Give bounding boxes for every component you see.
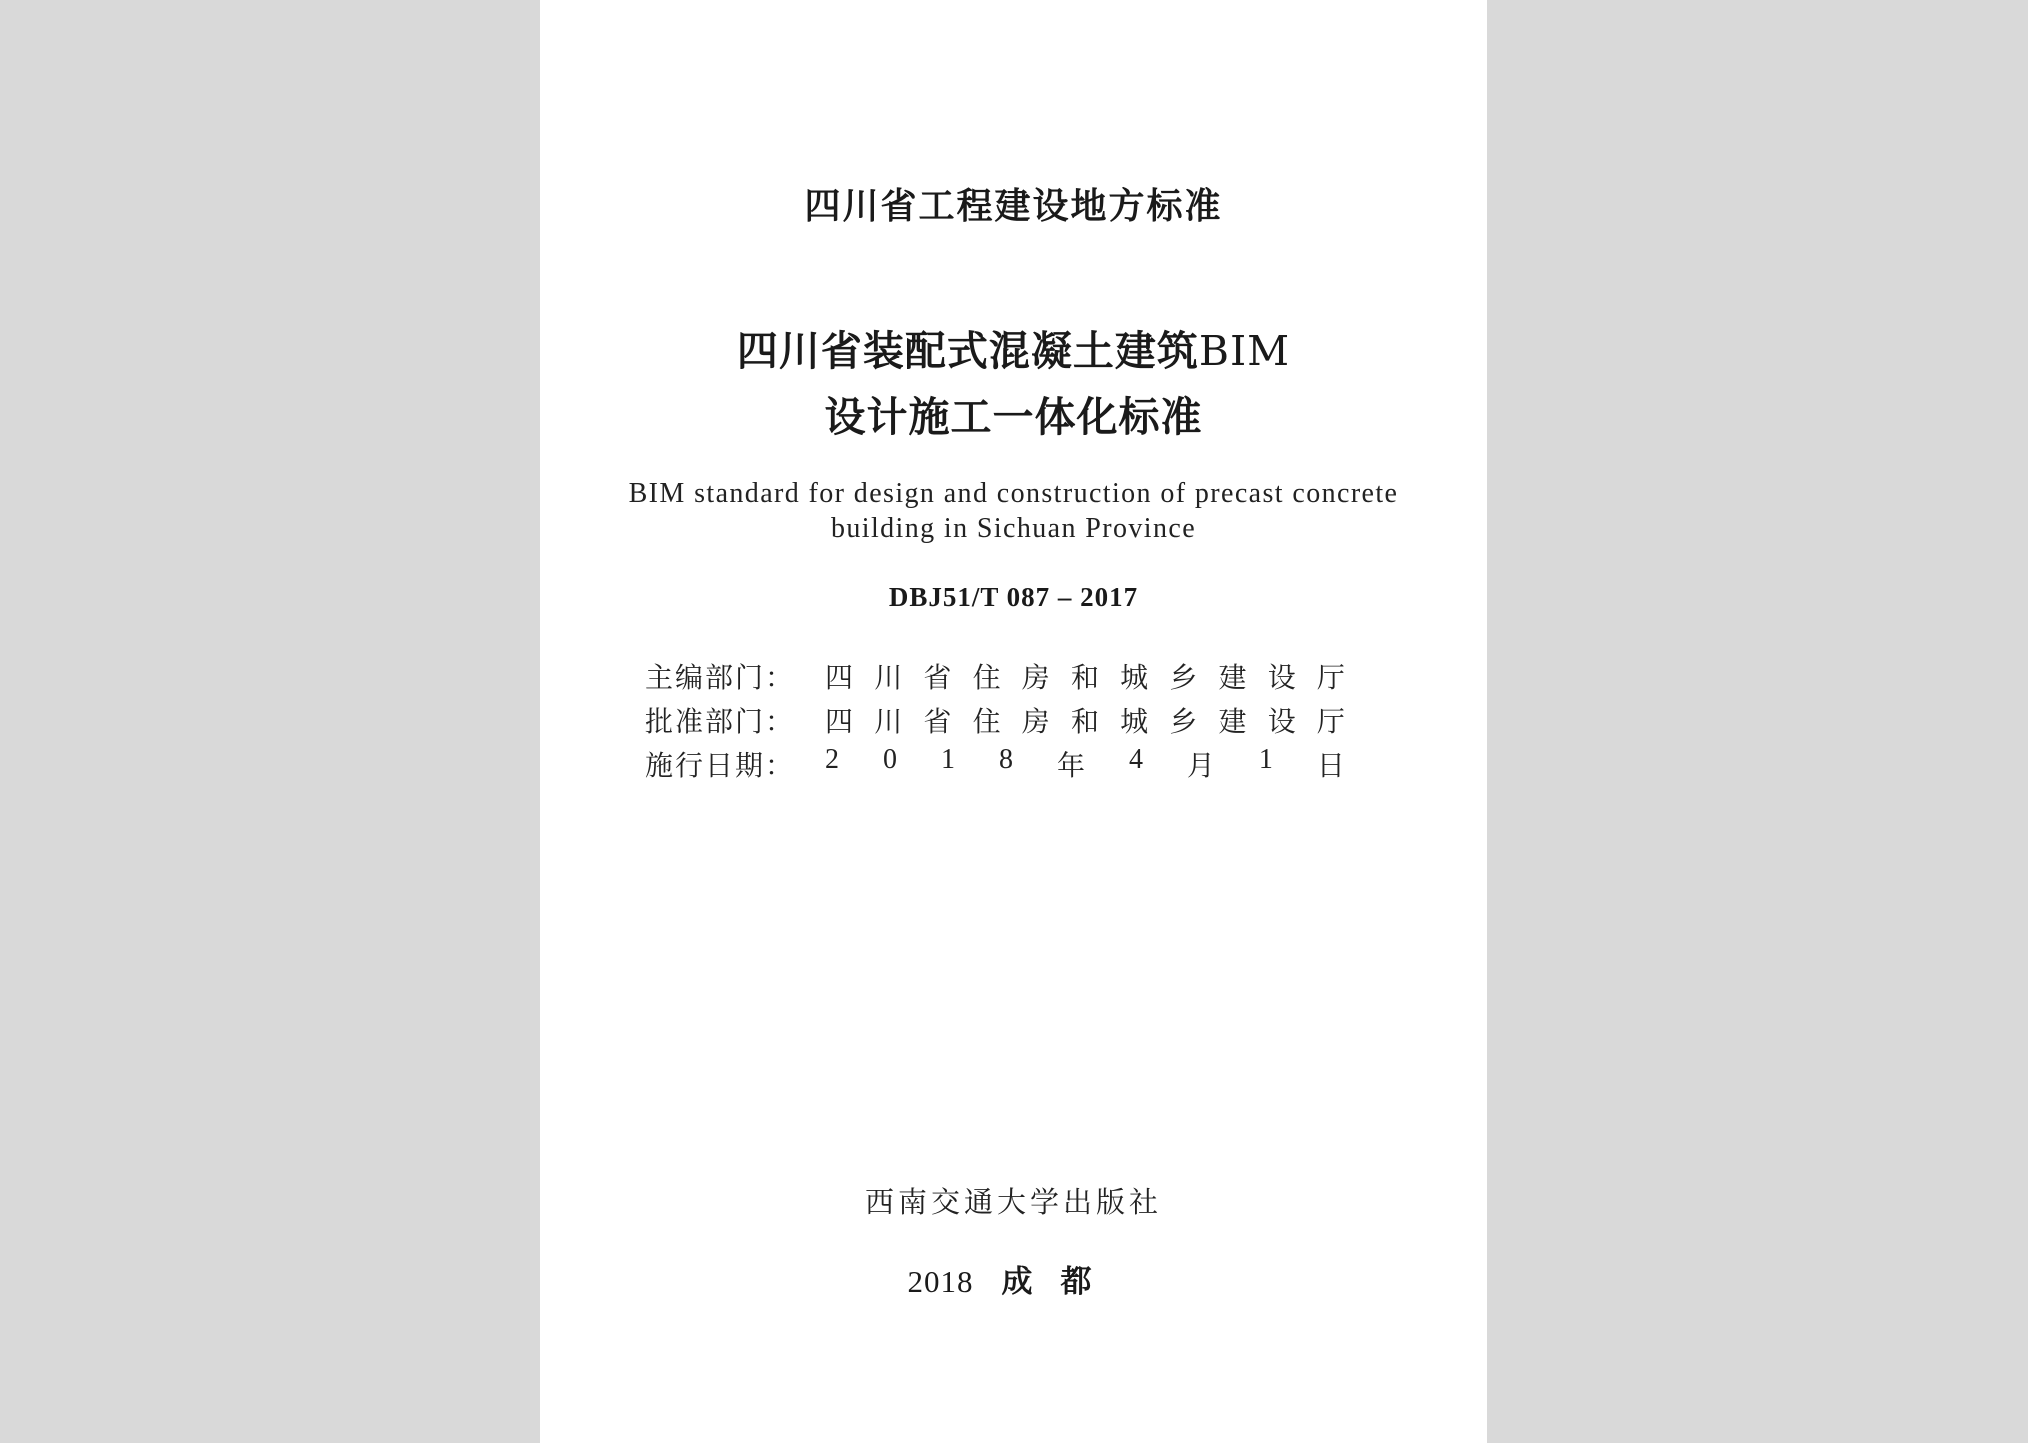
main-title-cn: 四川省装配式混凝土建筑 — [736, 327, 1199, 375]
value-char: 住 — [972, 705, 1001, 738]
value-char: 和 — [1070, 705, 1099, 738]
effective-date-row — [645, 744, 1345, 782]
value-char: 四 — [825, 661, 854, 694]
chief-editor-label: 主编部门： — [645, 661, 796, 694]
value-char: 月 — [1186, 751, 1215, 782]
main-title-line1 — [540, 318, 1487, 377]
value-char: 2 — [825, 744, 839, 775]
value-char: 省 — [923, 661, 952, 694]
effective-date-label: 施行日期： — [645, 749, 796, 782]
value-char: 住 — [972, 661, 1001, 694]
approver-label: 批准部门： — [645, 705, 796, 738]
value-char: 1 — [1258, 744, 1273, 775]
main-title-line2: 设计施工一体化标准 — [824, 393, 1203, 441]
value-char: 川 — [874, 705, 903, 738]
imprint-year: 2018 — [907, 1264, 974, 1299]
value-char: 建 — [1218, 661, 1247, 694]
approver-row — [645, 700, 1345, 738]
value-char: 建 — [1218, 705, 1247, 738]
value-char: 房 — [1021, 705, 1050, 738]
value-char: 设 — [1267, 661, 1296, 694]
value-char: 城 — [1120, 705, 1149, 738]
value-char: 厅 — [1316, 661, 1345, 694]
imprint-city: 成都 — [1001, 1264, 1120, 1300]
value-char: 川 — [874, 661, 903, 694]
approver-value — [825, 700, 1345, 740]
value-char: 4 — [1128, 744, 1143, 775]
value-char: 乡 — [1169, 705, 1198, 738]
value-char: 和 — [1070, 661, 1099, 694]
publisher-name: 西南交通大学出版社 — [864, 1185, 1162, 1219]
value-char: 城 — [1120, 661, 1149, 694]
chief-editor-value — [825, 656, 1345, 696]
value-char: 8 — [998, 744, 1013, 775]
value-char: 日 — [1316, 751, 1345, 782]
english-title-line1: BIM standard for design and construction of precast concrete — [628, 478, 1399, 509]
value-char: 四 — [825, 705, 854, 738]
value-char: 1 — [940, 744, 955, 775]
effective-date-value — [825, 744, 1345, 784]
chief-editor-row — [645, 656, 1345, 694]
value-char: 0 — [882, 744, 897, 775]
english-title-line2: building in Sichuan Province — [830, 513, 1197, 544]
value-char: 乡 — [1169, 661, 1198, 694]
value-char: 设 — [1267, 705, 1296, 738]
document-page — [540, 0, 1487, 1443]
value-char: 省 — [923, 705, 952, 738]
main-title-bim: BIM — [1198, 327, 1291, 375]
value-char: 年 — [1056, 751, 1085, 782]
value-char: 房 — [1021, 661, 1050, 694]
imprint-line — [540, 1256, 1487, 1301]
value-char: 厅 — [1316, 705, 1345, 738]
series-title: 四川省工程建设地方标准 — [804, 186, 1223, 227]
standard-code: DBJ51/T 087 – 2017 — [888, 582, 1139, 612]
